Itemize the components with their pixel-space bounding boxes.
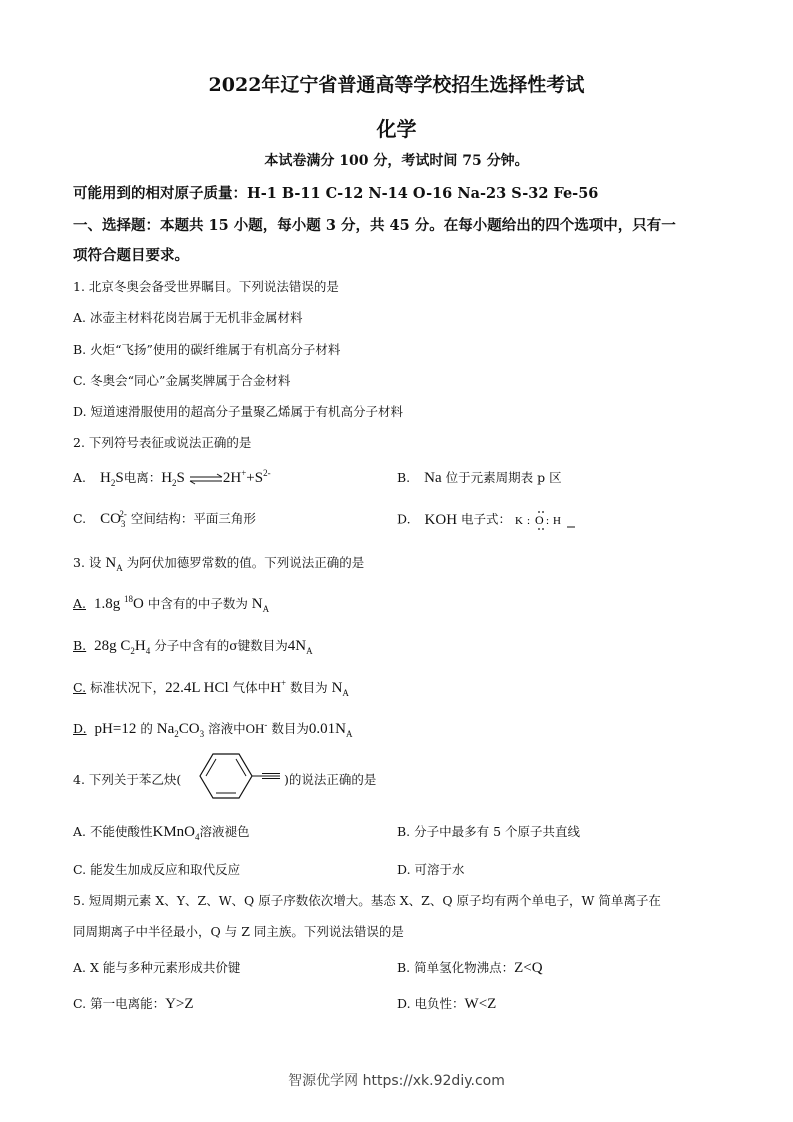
q3-option-c: C. 标准状况下，22.4L HCl 气体中H+ 数目为 $N_A$: [73, 678, 349, 698]
svg-text::: :: [527, 515, 531, 527]
q1-option-c: C. 冬奥会“同心”金属奖牌属于合金材料: [73, 373, 291, 388]
q3-d-text: 的: [136, 721, 157, 736]
q3-stem-a: 3. 设: [73, 555, 106, 570]
exam-title: 2022年辽宁省普通高等学校招生选择性考试: [208, 74, 585, 96]
q3-c-text: 标准状况下，: [86, 680, 166, 695]
svg-text:H: H: [553, 515, 561, 527]
q2-b-text: 位于元素周期表 p 区: [441, 470, 562, 485]
q5-b-formula: Z<Q: [514, 960, 543, 976]
q5-d-text: D. 电负性：: [397, 996, 465, 1011]
q3-c-text2: 气体中: [228, 680, 271, 695]
q5-c-formula: Y>Z: [165, 996, 194, 1012]
subject-title: 化学: [376, 117, 417, 141]
phenylacetylene-structure-icon: [184, 748, 284, 804]
svg-text:K: K: [515, 515, 523, 527]
q1-stem: 1. 北京冬奥会备受世界瞩目。下列说法错误的是: [73, 279, 339, 294]
exam-info: 本试卷满分 100 分，考试时间 75 分钟。: [264, 153, 529, 169]
svg-text::: :: [546, 515, 550, 527]
q3-d-label: D.: [73, 721, 87, 736]
q4-option-a: A. 不能使酸性KMnO$_4$溶液褪色: [73, 824, 250, 842]
q2-a-pre: 电离：: [123, 470, 162, 485]
q2-c-label: C.: [73, 511, 87, 526]
q1-option-b: B. 火炬“飞扬”使用的碳纤维属于有机高分子材料: [73, 342, 341, 357]
q4-a-label: A.: [73, 824, 87, 839]
q3-c-label: C.: [73, 680, 87, 695]
q2-option-c: C. $CO_3^{2-}$ 空间结构：平面三角形: [73, 509, 256, 529]
q3-option-a: A. 1.8g $^{18}$O 中含有的中子数为 $N_A$: [73, 594, 270, 614]
q3-c-end: 数目为: [286, 680, 332, 695]
q1-option-a: A. 冰壶主材料花岗岩属于无机非金属材料: [73, 310, 303, 325]
q5-option-a: A. X 能与多种元素形成共价键: [73, 960, 241, 975]
q4-a-end: 溶液褪色: [199, 824, 250, 839]
q5-option-d: [397, 994, 496, 1013]
q3-b-text: 分子中含有的σ键数目为: [150, 638, 288, 653]
q2-d-text: 电子式：: [457, 511, 512, 527]
q2-a-label: A.: [73, 470, 87, 485]
section-heading-line1: 一、选择题：本题共 15 小题，每小题 3 分，共 45 分。在每小题给出的四个选项中，只有一: [73, 217, 676, 234]
q5-option-b: [397, 958, 543, 977]
q3-option-b: B. 28g $C_2H_4$ 分子中含有的σ键数目为$4N_A$: [73, 638, 313, 656]
q3-stem-b: 为阿伏加德罗常数的值。下列说法正确的是: [122, 555, 365, 570]
q2-d-label: D.: [397, 511, 411, 527]
q5-b-text: B. 简单氢化物沸点：: [397, 960, 515, 975]
q2-b-label: B.: [397, 470, 411, 485]
koh-electron-formula-icon: [515, 509, 577, 531]
q2-option-d: D. KOH 电子式： K : O : H: [397, 509, 577, 531]
q2-option-b: B. Na 位于元素周期表 p 区: [397, 470, 562, 486]
q4-stem-end: )的说法正确的是: [284, 772, 377, 787]
section-heading-line2: 项符合题目要求。: [73, 247, 189, 264]
q3-stem: 3. 设 $N_A$ 为阿伏加德罗常数的值。下列说法正确的是: [73, 555, 365, 573]
q3-option-d: D. pH=12 的 $Na_2CO_3$ 溶液中OH- 数目为$0.01N_A$: [73, 719, 353, 739]
q5-option-c: [73, 994, 194, 1013]
q5-stem-line1: 5. 短周期元素 X、Y、Z、W、Q 原子序数依次增大。基态 X、Z、Q 原子均有两个单电子，W 简单离子在: [73, 893, 661, 908]
q2-stem: 2. 下列符号表征或说法正确的是: [73, 435, 252, 450]
q3-d-end: 数目为: [267, 721, 309, 736]
q4-a-text: 不能使酸性: [86, 824, 153, 839]
q5-stem-line2: 同周期离子中半径最小，Q 与 Z 同主族。下列说法错误的是: [73, 924, 404, 939]
q4-stem: 4. 下列关于苯乙炔(: [73, 772, 182, 787]
q3-a-label: A.: [73, 596, 87, 611]
q4-option-d: D. 可溶于水: [397, 862, 465, 877]
q3-b-label: B.: [73, 638, 87, 653]
q2-c-text: 空间结构：平面三角形: [126, 511, 256, 526]
q4-option-c: C. 能发生加成反应和取代反应: [73, 862, 241, 877]
equilibrium-arrow-icon: [189, 473, 223, 485]
footer-watermark: 智源优学网 https://xk.92diy.com: [288, 1073, 505, 1089]
q3-d-text2: 溶液中: [204, 721, 246, 736]
q2-option-a: A. $H_2S$电离：$H_2S$ $2H^++S^{2-}$: [73, 468, 271, 488]
svg-text:O: O: [535, 513, 544, 527]
q5-d-formula: W<Z: [464, 996, 497, 1012]
q1-option-d: D. 短道速滑服使用的超高分子量聚乙烯属于有机高分子材料: [73, 404, 404, 419]
atomic-masses: 可能用到的相对原子质量：H-1 B-11 C-12 N-14 O-16 Na-23 S-32 Fe-56: [73, 185, 599, 202]
q5-c-text: C. 第一电离能：: [73, 996, 166, 1011]
q4-option-b: B. 分子中最多有 5 个原子共直线: [397, 824, 581, 839]
q3-a-text: 中含有的中子数为: [143, 596, 252, 611]
